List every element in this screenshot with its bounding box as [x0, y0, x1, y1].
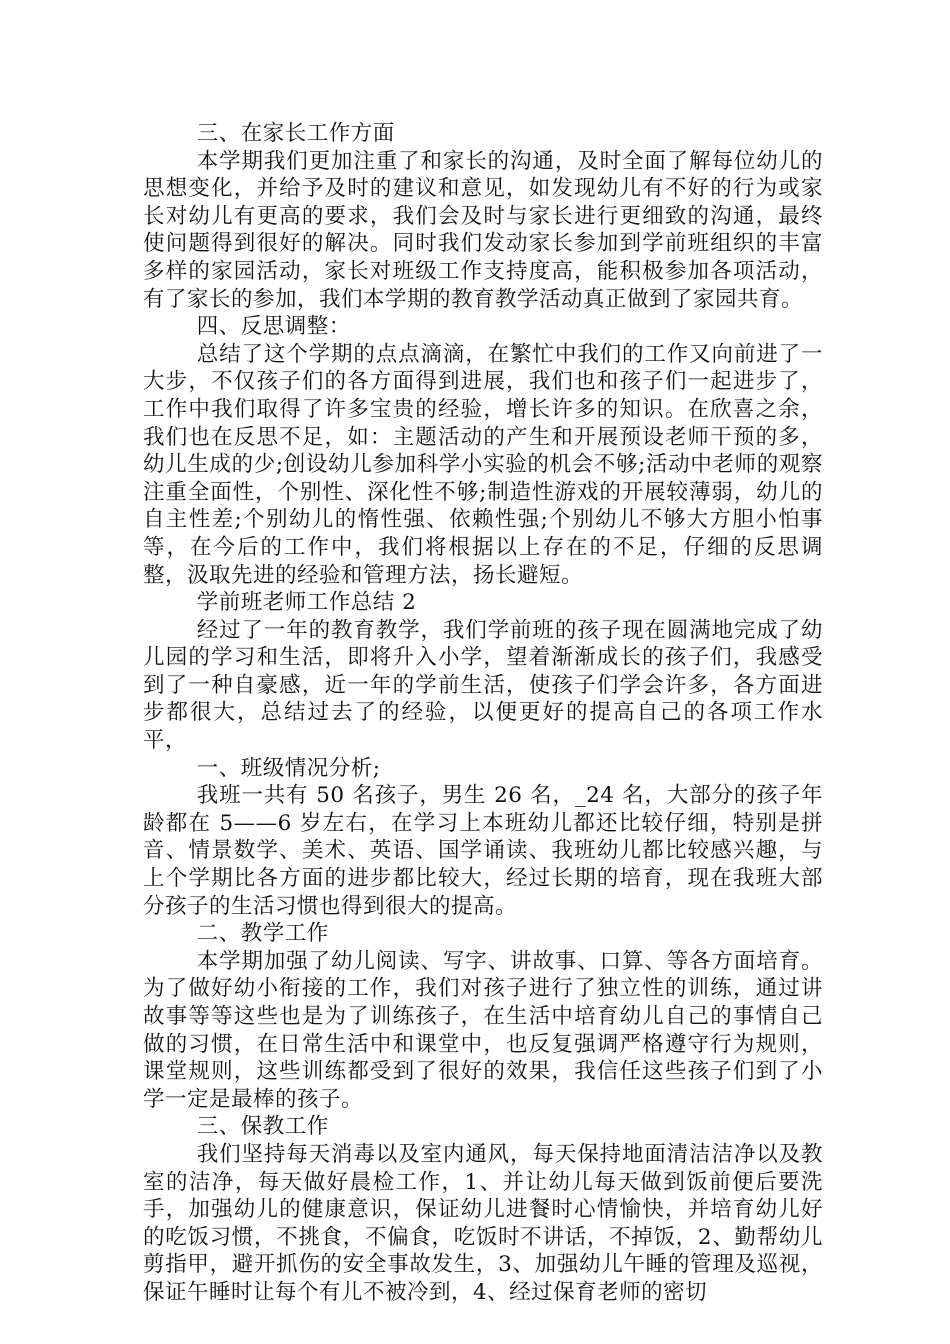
paragraph-intro: 经过了一年的教育教学，我们学前班的孩子现在圆满地完成了幼儿园的学习和生活，即将升入小学，望着渐渐成长的孩子们，我感受到了一种自豪感，近一年的学前生活，使孩子们学会许多，各方面进步都很大，总结过去了的经验，以便更好的提高自己的各项工作水平， [143, 617, 823, 754]
paragraph-parent-work: 本学期我们更加注重了和家长的沟通，及时全面了解每位幼儿的思想变化，并给予及时的建议和意见，如发现幼儿有不好的行为或家长对幼儿有更高的要求，我们会及时与家长进行更细致的沟通，最终使问题得到很好的解决。同时我们发动家长参加到学前班组织的丰富多样的家园活动，家长对班级工作支持度高，能积极参加各项活动，有了家长的参加，我们本学期的教育教学活动真正做到了家园共育。 [143, 148, 823, 312]
paragraph-class-analysis: 我班一共有 50 名孩子，男生 26 名，_24 名，大部分的孩子年龄都在 5——6 岁左右，在学习上本班幼儿都还比较仔细，特别是拼音、情景数学、美术、英语、国学诵读、我班幼儿都比较感兴趣，与上个学期比各方面的进步都比较大，经过长期的培育，现在我班大部分孩子的生活习惯也得到很大的提高。 [143, 783, 823, 919]
section-heading-reflection: 四、反思调整： [196, 314, 351, 340]
paragraph-care: 我们坚持每天消毒以及室内通风，每天保持地面清洁洁净以及教室的洁净，每天做好晨检工作，1、并让幼儿每天做到饭前便后要洗手，加强幼儿的健康意识，保证幼儿进餐时心情愉快，并培育幼儿好的吃饭习惯，不挑食，不偏食，吃饭时不讲话，不掉饭，2、勤帮幼儿剪指甲，避开抓伤的安全事故发生，3、加强幼儿午睡的管理及巡视，保证午睡时让每个有儿不被冷到，4、经过保育老师的密切 [143, 1141, 823, 1305]
section-heading-care: 三、保教工作 [196, 1114, 329, 1140]
document-page [143, 120, 823, 1307]
paragraph-reflection: 总结了这个学期的点点滴滴，在繁忙中我们的工作又向前进了一大步，不仅孩子们的各方面得到进展，我们也和孩子们一起进步了，工作中我们取得了许多宝贵的经验，增长许多的知识。在欣喜之余，我们也在反思不足，如：主题活动的产生和开展预设老师干预的多，幼儿生成的少;创设幼儿参加科学小实验的机会不够;活动中老师的观察注重全面性，个别性、深化性不够;制造性游戏的开展较薄弱，幼儿的自主性差;个别幼儿的惰性强、依赖性强;个别幼儿不够大方胆小怕事等，在今后的工作中，我们将根据以上存在的不足，仔细的反思调整，汲取先进的经验和管理方法，扬长避短。 [143, 341, 823, 588]
section-heading-parent-work: 三、在家长工作方面 [196, 121, 395, 146]
section-heading-class-analysis: 一、班级情况分析; [196, 755, 381, 781]
paragraph-teaching: 本学期加强了幼儿阅读、写字、讲故事、口算、等各方面培育。为了做好幼小衔接的工作，我们对孩子进行了独立性的训练，通过讲故事等等这些也是为了训练孩子，在生活中培育幼儿自己的事情自己做的习惯，在日常生活中和课堂中，也反复强调严格遵守行为规则，课堂规则，这些训练都受到了很好的效果，我信任这些孩子们到了小学一定是最棒的孩子。 [143, 948, 823, 1112]
document-subtitle: 学前班老师工作总结 2 [196, 590, 417, 616]
section-heading-teaching: 二、教学工作 [196, 921, 329, 947]
